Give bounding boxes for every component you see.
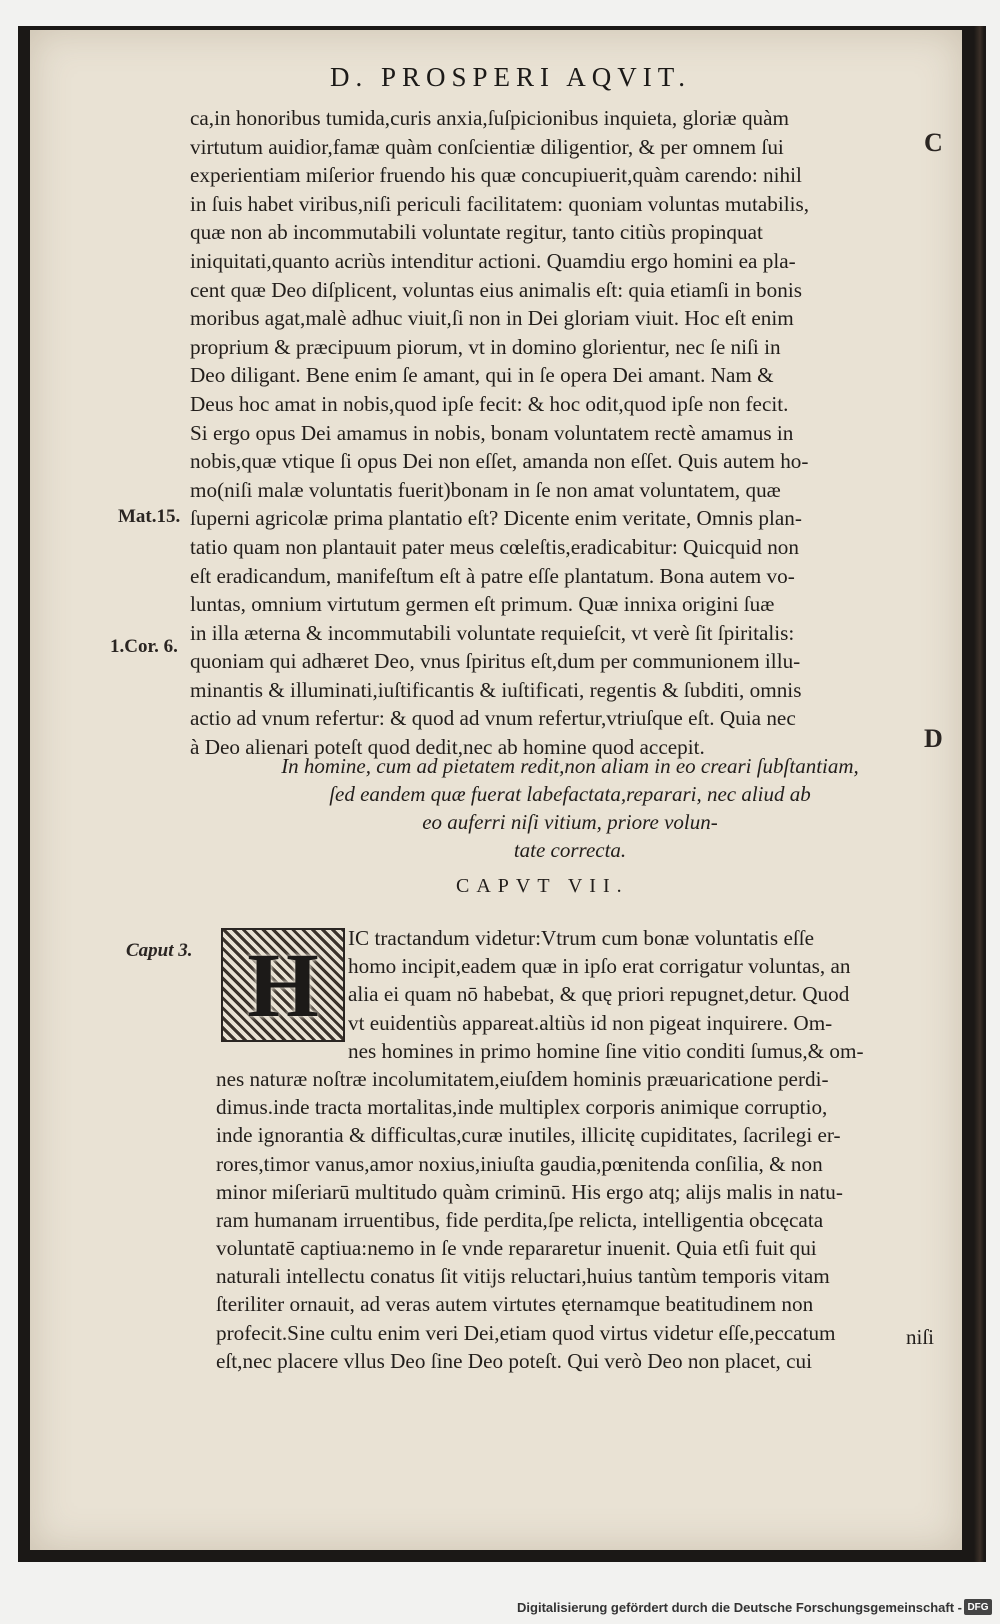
chapter-line: profecit.Sine cultu enim veri Dei,etiam quod virtus videtur eſſe,peccatum [216,1320,836,1345]
chapter-line: nes naturæ noſtræ incolumitatem,eiuſdem hominis præuaricatione perdi- [216,1066,829,1091]
body-line: virtutum auidior,famæ quàm conſcientiæ diligentior, & per omnem ſui [190,134,784,159]
chapter-line: voluntatē captiua:nemo in ſe vnde repararetur inuenit. Quia etſi fuit qui [216,1236,817,1261]
body-line: experientiam miſerior fruendo his quæ concupiuerit,quàm carendo: nihil [190,163,802,188]
footer-bar [0,1592,1000,1624]
body-line: ſuperni agricolæ prima plantatio eſt? Dicente enim veritate, Omnis plan- [190,506,802,531]
body-line: iniquitati,quanto acriùs intenditur actioni. Quamdiu ergo homini ea pla- [190,248,796,273]
footer-credit: Digitalisierung gefördert durch die Deutsche Forschungsgemeinschaft - [517,1600,962,1615]
body-line: in ſuis habet viribus,niſi periculi facilitatem: quoniam voluntas mutabilis, [190,191,810,216]
body-line: à Deo alienari poteſt quod dedit,nec ab homine quod accepit. [190,735,705,760]
summary-line: eo auferri niſi vitium, priore volun- [422,810,718,834]
chapter-line: minor miſeriarū multitudo quàm criminū. His ergo atq; alijs malis in natu- [216,1179,843,1204]
margin-letter-d: D [924,724,943,753]
chapter-line: nes homines in primo homine ſine vitio conditi ſumus,& om- [348,1038,864,1063]
margin-note-cor: 1.Cor. 6. [110,636,178,657]
body-line: mo(niſi malæ voluntatis fuerit)bonam in ſe non amat voluntatem, quæ [190,477,781,502]
summary-line: In homine, cum ad pietatem redit,non aliam in eo creari ſubſtantiam, [281,754,859,778]
body-line: Deus hoc amat in nobis,quod ipſe fecit: & hoc odit,quod ipſe non fecit. [190,391,789,416]
margin-note-caput: Caput 3. [126,940,193,961]
chapter-line: ram humanam irruentibus, fide perdita,ſpe relicta, intelligentia obcęcata [216,1207,824,1232]
body-line: actio ad vnum refertur: & quod ad vnum refertur,vtriuſque eſt. Quia nec [190,706,796,731]
chapter-line: alia ei quam nō habebat, & quę priori repugnet,detur. Quod [348,982,850,1007]
body-text [190,104,922,762]
body-line: quæ non ab incommutabili voluntate regitur, tanto citiùs propinquat [190,220,763,245]
body-line: cent quæ Deo diſplicent, voluntas eius animalis eſt: quia etiamſi in bonis [190,277,802,302]
dfg-logo-icon: DFG [964,1599,992,1615]
chapter-line: homo incipit,eadem quæ in ipſo erat corrigatur voluntas, an [348,954,851,979]
catchword: niſi [906,1325,935,1349]
chapter-line: rores,timor vanus,amor noxius,iniuſta gaudia,pœnitenda conſilia, & non [216,1151,823,1176]
body-line: eſt eradicandum, manifeſtum eſt à patre eſſe plantatum. Bona autem vo- [190,563,795,588]
chapter-line: eſt,nec placere vllus Deo ſine Deo poteſt. Qui verò Deo non placet, cui [216,1348,812,1373]
margin-note-mat: Mat.15. [118,506,181,527]
chapter-line: naturali intellectu conatus ſit vitijs reluctari,huius tantùm temporis vitam [216,1264,830,1289]
chapter-line: vt euidentiùs appareat.altiùs id non pigeat inquirere. Om- [348,1010,833,1035]
margin-letter-c: C [924,128,943,157]
dropcap-letter: H [247,934,319,1036]
chapter-heading: CAPVT VII. [456,875,629,897]
chapter-summary [250,752,890,864]
chapter-text [216,924,922,1375]
body-line: Deo diligant. Bene enim ſe amant, qui in ſe opera Dei amant. Nam & [190,363,774,388]
body-line: ca,in honoribus tumida,curis anxia,ſuſpicionibus inquieta, gloriæ quàm [190,106,790,130]
summary-line: tate correcta. [513,838,627,862]
body-line: in illa æterna & incommutabili voluntate requieſcit, vt verè ſit ſpiritalis: [190,620,795,645]
body-line: luntas, omnium virtutum germen eſt primum. Quæ innixa origini ſuæ [190,592,775,617]
chapter-line: dimus.inde tracta mortalitas,inde multiplex corporis animique corruptio, [216,1095,828,1120]
running-head: D. PROSPERI AQVIT. [330,62,692,92]
chapter-line: inde ignorantia & difficultas,curæ inutiles, illicitę cupiditates, ſacrilegi er- [216,1123,841,1148]
body-line: tatio quam non plantauit pater meus cœleſtis,eradicabitur: Quicquid non [190,534,799,559]
body-line: proprium & præcipuum piorum, vt in domino glorientur, nec ſe niſi in [190,334,781,359]
chapter-line: IC tractandum videtur:Vtrum cum bonæ voluntatis eſſe [348,926,815,950]
body-line: moribus agat,malè adhuc viuit,ſi non in Dei gloriam viuit. Hoc eſt enim [190,306,794,331]
body-line: Si ergo opus Dei amamus in nobis, bonam voluntatem rectè amamus in [190,420,794,445]
page-edge [974,26,984,1562]
body-line: quoniam qui adhæret Deo, vnus ſpiritus eſt,dum per communionem illu- [190,649,801,674]
body-line: nobis,quæ vtique ſi opus Dei non eſſet, amanda non eſſet. Quis autem ho- [190,449,809,474]
summary-line: ſed eandem quæ fuerat labefactata,reparari, nec aliud ab [329,782,811,806]
chapter-line: ſteriliter ornauit, ad veras autem virtutes ęternamque beatitudinem non [216,1292,814,1317]
body-line: minantis & illuminati,iuſtificantis & iuſtificati, regentis & ſubditi, omnis [190,677,802,702]
